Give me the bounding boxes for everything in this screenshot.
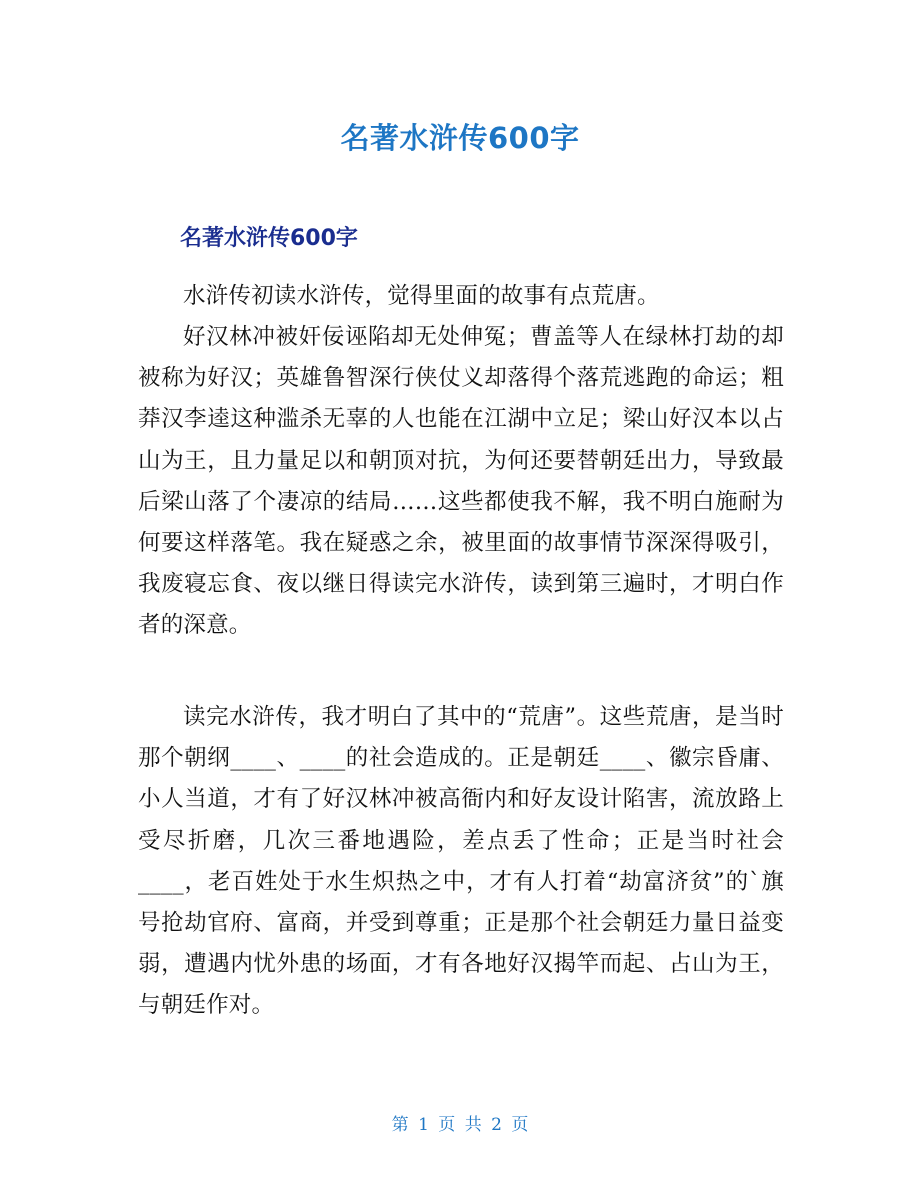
document-subtitle: 名著水浒传600字 <box>180 226 358 251</box>
body-paragraph-1: 水浒传初读水浒传，觉得里面的故事有点荒唐。 <box>183 283 660 309</box>
page-number-footer: 第 1 页 共 2 页 <box>391 1115 529 1135</box>
document-title: 名著水浒传600字 <box>340 121 580 155</box>
body-paragraph-3: 读完水浒传，我才明白了其中的“荒唐”。这些荒唐，是当时那个朝纲____、____的社会造成的。正是朝廷____、徽宗昏庸、小人当道，才有了好汉林冲被高衙内和好友设计陷害，流放路上受尽折磨，几次三番地遇险，差点丢了性命；正是当时社会____，老百姓处于水生炽热之中，才有人打着“劫富济贫”的`旗号抢劫官府、富商，并受到尊重；正是那个社会朝廷力量日益变弱，遭遇内忧外患的场面，才有各地好汉揭竿而起、占山为王，与朝廷作对。 <box>138 704 784 1019</box>
body-paragraph-2: 好汉林冲被奸佞诬陷却无处伸冤；曹盖等人在绿林打劫的却被称为好汉；英雄鲁智深行侠仗义却落得个落荒逃跑的命运；粗莽汉李逵这种滥杀无辜的人也能在江湖中立足；梁山好汉本以占山为王，且力量足以和朝顶对抗，为何还要替朝廷出力，导致最后梁山落了个凄凉的结局……这些都使我不解，我不明白施耐为何要这样落笔。我在疑惑之余，被里面的故事情节深深得吸引，我废寝忘食、夜以继日得读完水浒传，读到第三遍时，才明白作者的深意。 <box>138 324 784 639</box>
